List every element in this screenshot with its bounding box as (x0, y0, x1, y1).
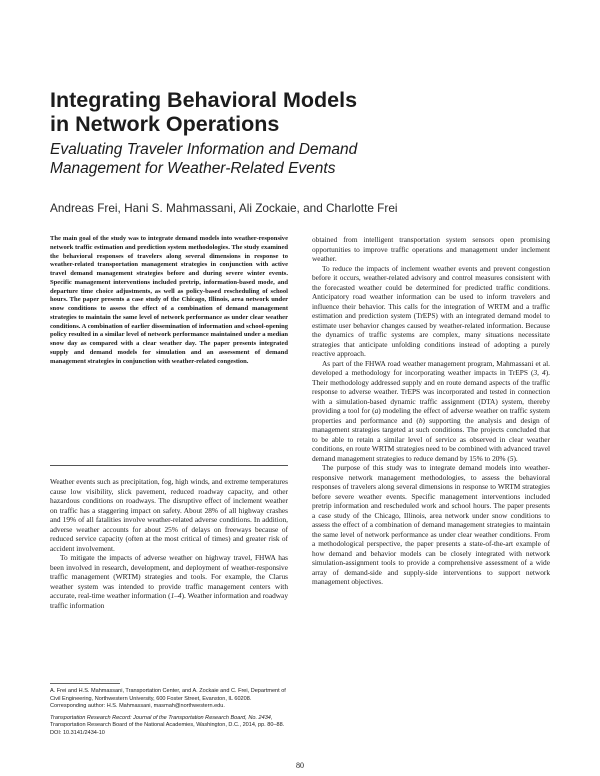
subtitle-line-1: Evaluating Traveler Information and Demand (50, 141, 358, 158)
right-paragraph-4: The purpose of this study was to integrate demand models into weather-responsive network management methodologies, to assess the behavioral responses of travelers along several dimensions in response to WRTM strategies before severe weather events. Specific management interventions included pretrip information and rescheduled work and school hours. The paper presents a case study of the Chicago, Illinois, area network under snow conditions to assess the effect of a combination of demand management strategies to maintain the same level of network performance as under clear weather conditions. From a methodological perspective, the paper presents a state-of-the-art example of how demand and behavior models can be closely integrated with network simulation-assignment tools to provide a comprehensive assessment of a wide array of demand-side and supply-side interventions to support network management objectives. (312, 463, 550, 586)
right-paragraph-3 (312, 359, 550, 464)
intro-paragraph-2 (50, 553, 288, 610)
text-run: ). Their methodology addressed supply and en route demand aspects of the traffic response to adverse weather. TrEPS was incorporated and tested in connection with a simulation-based dynamic traffic assignment (DTA) system, thereby providing a tool for ( (312, 368, 551, 415)
list-marker: b (418, 415, 423, 425)
citation-ref[interactable]: 3, 4 (533, 368, 546, 377)
subtitle-line-2: Management for Weather-Related Events (50, 159, 336, 177)
list-marker: a (374, 406, 379, 415)
title-line-2: in Network Operations (50, 112, 280, 136)
footnotes (50, 688, 288, 742)
text-run: ). Weather information and roadway traffic information (50, 591, 288, 610)
journal-citation (50, 715, 288, 738)
journal-details: Transportation Research Board of the National Academies, Washington, D.C., 2014, pp. 80–88. (50, 722, 285, 729)
intro-paragraph-1: Weather events such as precipitation, fog, high winds, and extreme temperatures cause low visibility, slick pavement, reduced roadway capacity, and other hazardous conditions on roadways. The disruptive effect of inclement weather on traffic has a staggering impact on safety. About 28% of all highway crashes and 19% of all fatalities involve weather-related adverse conditions. In addition, adverse weather accounts for about 25% of delays on freeways because of reduced service capacity (often at the most critical of times) and greater risk of accident involvement. (50, 477, 288, 553)
citation-ref[interactable]: 1–4 (170, 591, 182, 600)
journal-name: Transportation Research Record: Journal of the Transportation Research Board, No. 2434, (50, 714, 273, 721)
right-paragraph-2: To reduce the impacts of inclement weather events and prevent congestion before it occurs, weather-related advisory and control measures consistent with the forecasted weather could be determined for predicted traffic conditions. Anticipatory road weather information can be used to inform travelers and influence their behavior. This calls for the integration of WRTM and a traffic estimation and prediction system (TrEPS) with an integrated demand model to estimate user behavior changes caused by weather-related information. Because the dynamics of traffic systems are complex, many situations necessitate strategies that anticipate unfolding conditions instead of adopting a purely reactive approach. (312, 263, 550, 358)
affiliation-note: A. Frei and H.S. Mahmassani, Transportation Center, and A. Zockaie and C. Frei, Department of Civil Engineering, Northwestern University, 600 Foster Street, Evanston, IL 60208. Corresponding author: H.S. Mahmassani, masmah@northwestern.edu. (50, 688, 286, 710)
abstract: The main goal of the study was to integrate demand models into weather-responsive network traffic estimation and prediction system methodologies. The study examined the behavioral responses of travelers along several dimensions in response to weather-related transportation management strategies in conjunction with active travel demand management strategies before and during severe winter events. Specific management interventions included pretrip, information-based mode, and departure time choice adjustments, as well as policy-based rescheduling of school hours. The paper presents a case study of the Chicago, Illinois, area network under snow conditions to assess the effect of a combination of demand management strategies to maintain the same level of network performance as under clear weather conditions. A combination of earlier dissemination of information and school-opening policy resulted in a similar level of network performance maintained under a median snow day as compared with a clear weather day. The paper presents integrated supply and demand models for simulation and an assessment of demand management strategies in conjunction with weather-related congestion. (50, 235, 288, 365)
left-column-abstract (50, 235, 288, 366)
abstract-divider (50, 465, 288, 466)
footnote-divider (50, 683, 120, 684)
left-column-body (50, 477, 288, 610)
article-title (50, 88, 570, 136)
right-paragraph-1: obtained from intelligent transportation system sensors open promising opportunities to improve traffic operations and management under inclement weather. (312, 235, 550, 263)
citation-ref[interactable]: 5 (509, 453, 514, 463)
article-subtitle (50, 141, 570, 178)
text-run: As part of the FHWA road weather management program, Mahmassani et al. developed a methodology for incorporating weather impacts in TrEPS ( (312, 358, 550, 377)
right-column-body (312, 235, 550, 587)
title-line-1: Integrating Behavioral Models (50, 88, 358, 112)
text-run: ) supporting the analysis and design of management strategies targeted at such conditions. The projects concluded that to be able to retain a similar level of service as observed in clear weather conditions, en route WRTM strategies need to be combined with advanced travel demand management strategies to reduce demand by 15% to 20% ( (312, 415, 550, 463)
text-run: To mitigate the impacts of adverse weather on highway travel, FHWA has been involved in research, development, and deployment of weather-responsive traffic management (WRTM) strategies and tools. For example, the Clarus weather system was intended to provide traffic management centers with accurate, real-time weather information ( (50, 553, 288, 600)
author-list: Andreas Frei, Hani S. Mahmassani, Ali Zockaie, and Charlotte Frei (50, 201, 398, 215)
text-run: ). (513, 453, 518, 463)
doi-link[interactable]: DOI: 10.3141/2434-10 (50, 729, 105, 736)
page-number: 80 (296, 761, 304, 770)
text-run: ) modeling the effect of adverse weather on traffic system properties and performance and ( (312, 406, 550, 425)
